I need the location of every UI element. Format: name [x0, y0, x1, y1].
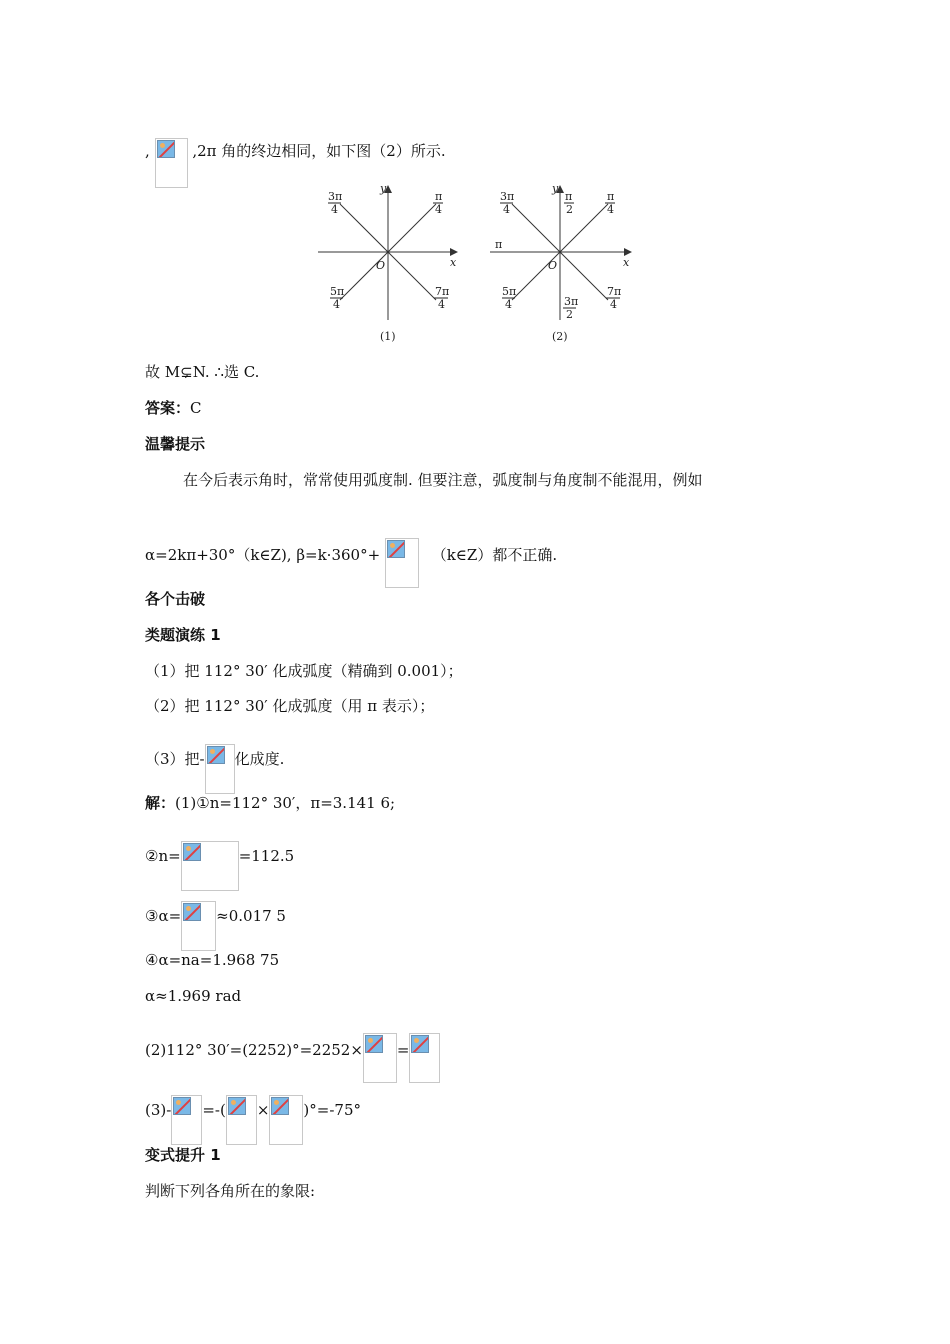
- solution-s3b: ≈0.017 5: [216, 907, 286, 925]
- y-axis-label: y: [380, 182, 387, 195]
- tip-formula-b: （k∈Z）都不正确.: [431, 546, 558, 564]
- broken-image-icon: [155, 138, 188, 188]
- solution-step-7: [145, 1095, 361, 1145]
- solution-step-2: [145, 841, 294, 891]
- tip-formula-line: [145, 538, 557, 588]
- variant-body: 判断下列各角所在的象限:: [145, 1182, 316, 1200]
- solution-label: 解：: [145, 794, 176, 812]
- label-pi4-2-den: 4: [607, 203, 614, 216]
- broken-image-icon: [385, 538, 419, 588]
- y-axis-label-2: y: [552, 182, 559, 195]
- label-3pi4: 3π: [328, 190, 343, 203]
- broken-image-icon: [409, 1033, 440, 1083]
- tip-title: 温馨提示: [145, 435, 206, 453]
- solution-s7d: )°=-75°: [303, 1101, 361, 1119]
- broken-image-icon: [269, 1095, 303, 1145]
- broken-image-icon: [205, 744, 235, 794]
- answer-label: 答案：: [145, 399, 191, 417]
- broken-image-icon: [171, 1095, 202, 1145]
- solution-step-1: [145, 793, 395, 813]
- section-title: 各个击破: [145, 590, 206, 608]
- label-5pi4-den: 4: [333, 298, 340, 311]
- solution-s7b: =-(: [202, 1101, 226, 1119]
- label-3pi2-den: 2: [566, 308, 573, 321]
- answer-line: [145, 398, 202, 418]
- tip-formula-a: α=2kπ+30°（k∈Z), β=k·360°+: [145, 546, 381, 564]
- broken-image-icon: [226, 1095, 257, 1145]
- origin-label: O: [376, 259, 386, 272]
- question-3-suffix: 化成度.: [234, 750, 285, 768]
- x-axis-label: x: [450, 256, 457, 269]
- question-2: （2）把 112° 30′ 化成弧度（用 π 表示）；: [145, 697, 435, 715]
- label-5pi4-2: 5π: [502, 285, 517, 298]
- solution-step-6: [145, 1033, 440, 1083]
- label-3pi4-2: 3π: [500, 190, 515, 203]
- question-1: （1）把 112° 30′ 化成弧度（精确到 0.001）；: [145, 662, 463, 680]
- solution-s7a: (3)-: [145, 1101, 172, 1119]
- answer-value: C: [190, 399, 202, 417]
- label-5pi4-2-den: 4: [505, 298, 512, 311]
- diagram-1-caption: (1): [380, 330, 396, 343]
- angle-diagram: [310, 180, 640, 345]
- solution-s1: (1)①n=112° 30′，π=3.141 6;: [175, 794, 396, 812]
- solution-step-3: [145, 901, 286, 951]
- label-pi4: π: [435, 190, 443, 203]
- label-pi4-2: π: [607, 190, 615, 203]
- label-pi: π: [495, 238, 503, 251]
- solution-s6b: =: [396, 1041, 410, 1059]
- broken-image-icon: [181, 901, 216, 951]
- exercise-title: 类题演练 1: [145, 626, 221, 644]
- label-3pi4-den: 4: [331, 203, 338, 216]
- variant-title: 变式提升 1: [145, 1146, 221, 1164]
- label-pi2-den: 2: [566, 203, 573, 216]
- solution-s2b: =112.5: [238, 847, 295, 865]
- origin-label-2: O: [548, 259, 558, 272]
- leading-comma: ,: [145, 142, 150, 160]
- label-3pi4-2-den: 4: [503, 203, 510, 216]
- solution-s6a: (2)112° 30′=(2252)°=2252×: [145, 1041, 363, 1059]
- label-7pi4-2-den: 4: [610, 298, 617, 311]
- diagram-2-caption: (2): [552, 330, 568, 343]
- x-axis-label-2: x: [623, 256, 630, 269]
- label-7pi4-2: 7π: [607, 285, 622, 298]
- broken-image-icon: [181, 841, 239, 891]
- terminal-side-text: ,2π 角的终边相同，如下图（2）所示.: [192, 142, 446, 160]
- solution-step-5: α≈1.969 rad: [145, 987, 242, 1005]
- diagram-2-labels: [495, 182, 630, 343]
- broken-image-icon: [363, 1033, 397, 1083]
- label-5pi4: 5π: [330, 285, 345, 298]
- question-3: [145, 744, 284, 794]
- label-pi4-den: 4: [435, 203, 442, 216]
- solution-step-4: ④α=na=1.968 75: [145, 951, 280, 969]
- solution-s3a: ③α=: [145, 907, 182, 925]
- tip-body: 在今后表示角时，常常使用弧度制. 但要注意，弧度制与角度制不能混用，例如: [183, 471, 703, 489]
- conclusion-text: 故 M⊊N. ∴选 C.: [145, 363, 260, 381]
- solution-s2a: ②n=: [145, 847, 181, 865]
- label-3pi2: 3π: [564, 295, 579, 308]
- diagram-1-labels: [328, 182, 457, 343]
- label-7pi4-den: 4: [438, 298, 445, 311]
- label-7pi4: 7π: [435, 285, 450, 298]
- label-pi2: π: [565, 190, 573, 203]
- solution-s7c: ×: [256, 1101, 270, 1119]
- question-3-prefix: （3）把-: [145, 750, 205, 768]
